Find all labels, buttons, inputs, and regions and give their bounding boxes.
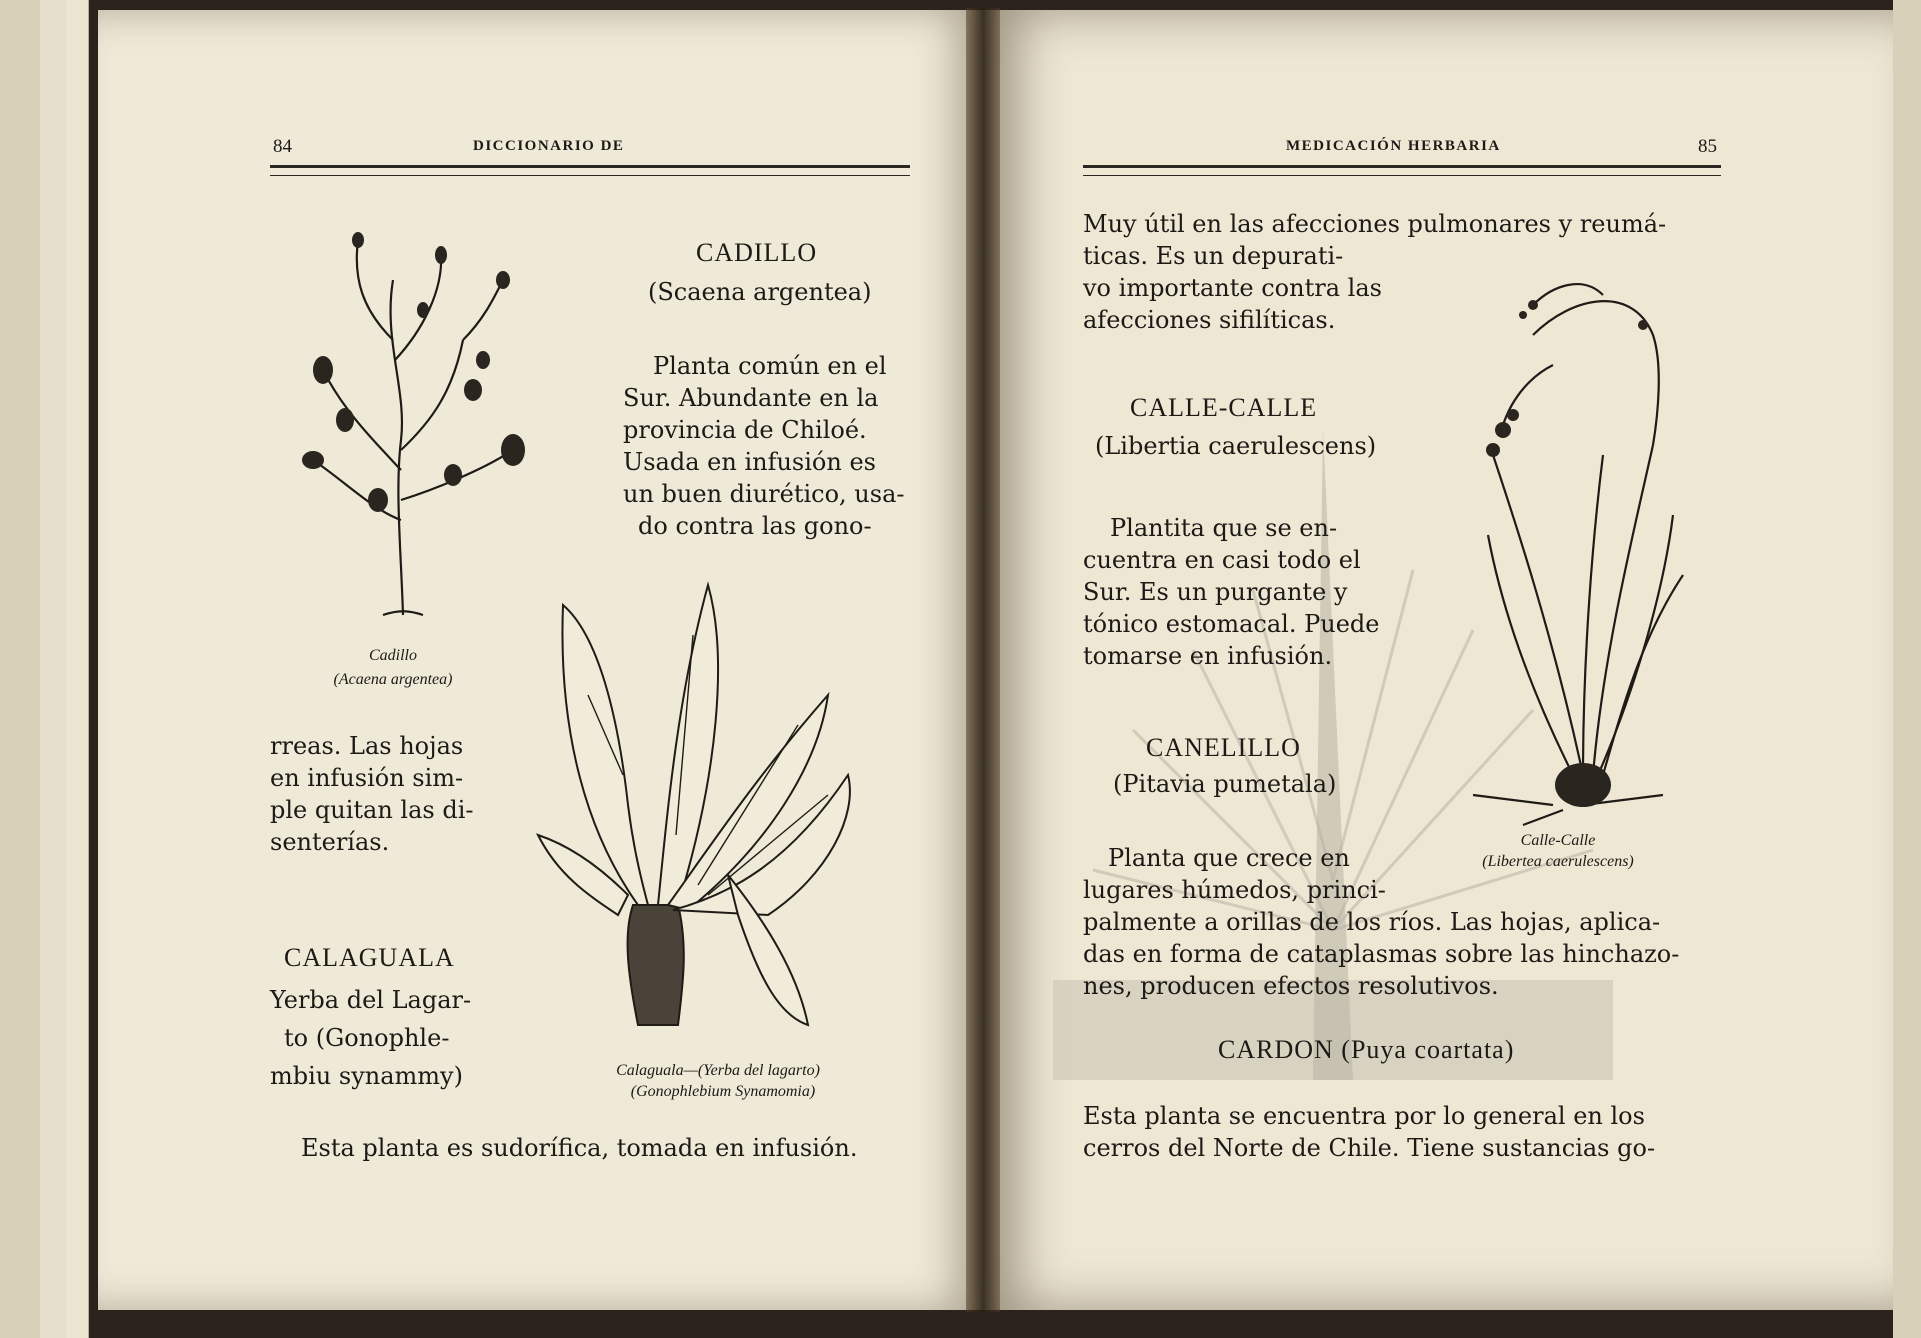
calaguala-heading: CALAGUALA xyxy=(284,943,455,972)
cadillo-caption-scientific: (Acaena argentea) xyxy=(333,671,453,688)
page-stack-edge xyxy=(40,0,67,1338)
canelillo-body-line: nes, producen efectos resolutivos. xyxy=(1083,972,1499,1000)
cadillo-body-line: Planta común en el xyxy=(653,352,887,380)
cadillo-body-line: Sur. Abundante en la xyxy=(623,384,879,412)
page-number-left: 84 xyxy=(273,136,292,157)
left-page xyxy=(98,10,983,1310)
page-number-right: 85 xyxy=(1698,136,1717,157)
cadillo-body-line: provincia de Chiloé. xyxy=(623,416,867,444)
calaguala-illustration xyxy=(528,575,928,1035)
cadillo-illustration xyxy=(283,220,573,620)
canelillo-scientific: (Pitavia pumetala) xyxy=(1113,770,1337,798)
cadillo-body-line: do contra las gono- xyxy=(638,512,872,540)
cardon-body-line: Esta planta se encuentra por lo general en los xyxy=(1083,1102,1645,1130)
header-rule xyxy=(270,165,910,176)
intro-line: Muy útil en las afecciones pulmonares y reumá- xyxy=(1083,210,1667,238)
calle-calle-caption-name: Calle-Calle xyxy=(1520,832,1596,849)
cadillo-continuation-line: senterías. xyxy=(270,828,390,856)
calaguala-line: Yerba del Lagar- xyxy=(270,986,472,1014)
canelillo-body-line: lugares húmedos, princi- xyxy=(1083,876,1386,904)
cadillo-continuation-line: ple quitan las di- xyxy=(270,796,474,824)
canelillo-body-line: das en forma de cataplasmas sobre las hinchazo- xyxy=(1083,940,1680,968)
cadillo-continuation-line: rreas. Las hojas xyxy=(270,732,464,760)
calle-calle-body-line: Sur. Es un purgante y xyxy=(1083,578,1348,606)
canelillo-body-line: Planta que crece en xyxy=(1108,844,1350,872)
calle-calle-body-line: tomarse en infusión. xyxy=(1083,642,1333,670)
calaguala-caption-line1: Calaguala—(Yerba del lagarto) xyxy=(616,1062,820,1079)
cadillo-body-line: Usada en infusión es xyxy=(623,448,876,476)
cadillo-caption-name: Cadillo xyxy=(368,647,417,664)
calle-calle-caption-scientific: (Libertea caerulescens) xyxy=(1482,853,1634,870)
book-gutter xyxy=(966,8,1000,1312)
canelillo-heading: CANELILLO xyxy=(1146,733,1301,762)
calle-calle-body-line: Plantita que se en- xyxy=(1110,514,1338,542)
calle-calle-heading: CALLE-CALLE xyxy=(1130,393,1318,422)
cadillo-scientific: (Scaena argentea) xyxy=(648,278,872,306)
cardon-heading: CARDON (Puya coartata) xyxy=(1218,1035,1515,1064)
cardon-body-line: cerros del Norte de Chile. Tiene sustancias go- xyxy=(1083,1134,1656,1162)
cadillo-continuation-line: en infusión sim- xyxy=(270,764,464,792)
calaguala-line: to (Gonophle- xyxy=(284,1024,450,1052)
intro-line: ticas. Es un depurati- xyxy=(1083,242,1344,270)
page-stack-edge xyxy=(0,0,41,1338)
running-head-left: DICCIONARIO DE xyxy=(473,138,625,154)
calaguala-final-line: Esta planta es sudorífica, tomada en infusión. xyxy=(301,1134,858,1162)
right-page xyxy=(983,10,1893,1310)
intro-line: afecciones sifilíticas. xyxy=(1083,306,1336,334)
header-rule xyxy=(1083,165,1721,176)
page-stack-edge xyxy=(1893,0,1921,1338)
cadillo-body-line: un buen diurético, usa- xyxy=(623,480,905,508)
cadillo-heading: CADILLO xyxy=(696,238,818,267)
canelillo-body-line: palmente a orillas de los ríos. Las hojas, aplica- xyxy=(1083,908,1661,936)
page-stack-edge xyxy=(66,0,89,1338)
calle-calle-scientific: (Libertia caerulescens) xyxy=(1095,432,1377,460)
calle-calle-body-line: tónico estomacal. Puede xyxy=(1083,610,1380,638)
calle-calle-illustration xyxy=(1433,275,1703,835)
calaguala-caption-line2: (Gonophlebium Synamomia) xyxy=(630,1083,816,1100)
intro-line: vo importante contra las xyxy=(1083,274,1382,302)
calaguala-line: mbiu synammy) xyxy=(270,1062,463,1090)
running-head-right: MEDICACIÓN HERBARIA xyxy=(1286,138,1501,154)
calle-calle-body-line: cuentra en casi todo el xyxy=(1083,546,1361,574)
